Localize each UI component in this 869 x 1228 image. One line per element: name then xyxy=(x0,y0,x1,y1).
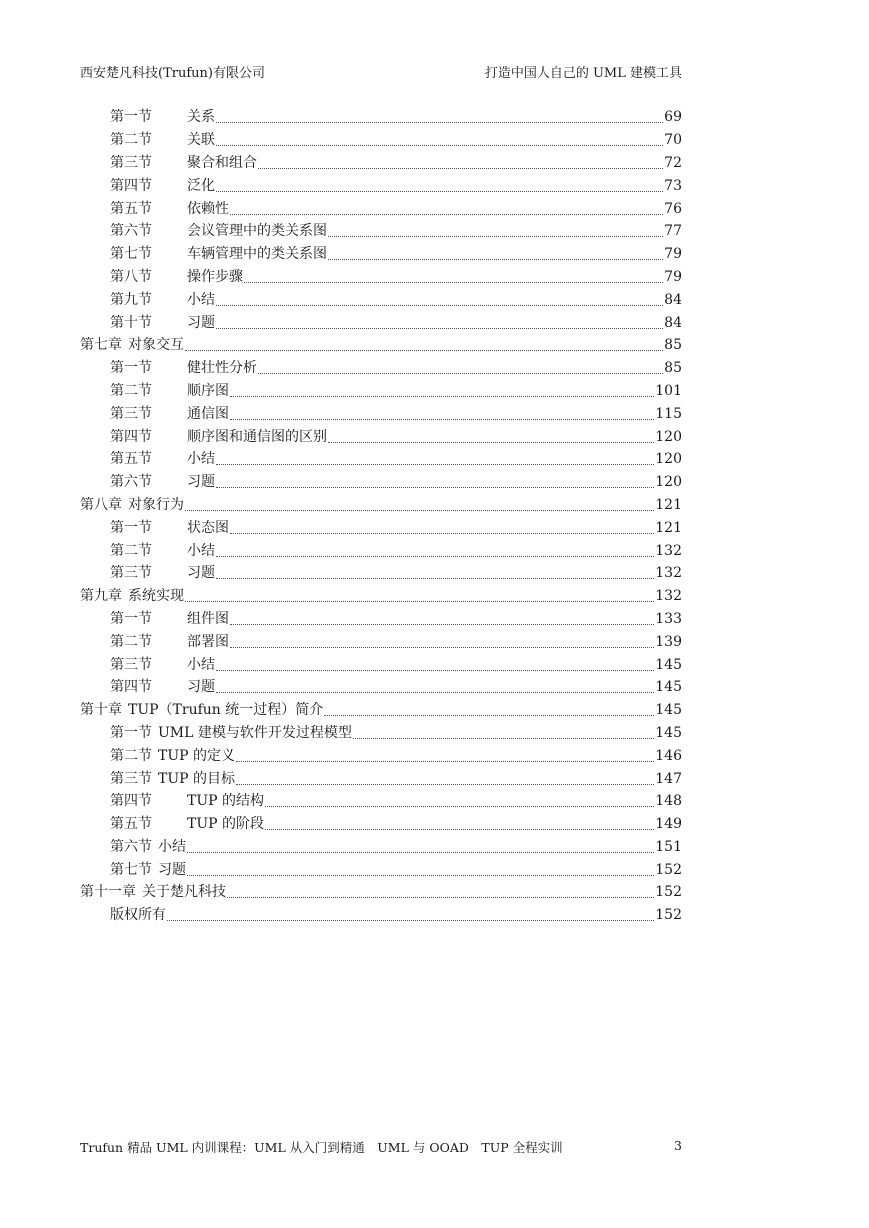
toc-chapter-entry[interactable] xyxy=(80,881,682,904)
page-number: 73 xyxy=(664,177,682,194)
entry-title: 小结 xyxy=(187,291,215,308)
entry-title: 小结 xyxy=(158,838,186,855)
dot-leader xyxy=(328,235,663,237)
section-label: 第四节 xyxy=(110,428,152,445)
toc-section-entry[interactable] xyxy=(80,653,682,676)
dot-leader xyxy=(216,463,654,465)
dot-leader xyxy=(216,486,654,488)
page-number: 85 xyxy=(664,360,682,377)
section-label: 第二节 xyxy=(110,542,152,559)
toc-section-entry[interactable] xyxy=(80,608,682,631)
section-label: 第五节 xyxy=(110,816,152,833)
entry-title: 依赖性 xyxy=(187,200,229,217)
entry-title: 会议管理中的类关系图 xyxy=(187,223,327,240)
header-company: 西安楚凡科技(Trufun)有限公司 xyxy=(80,66,265,81)
page-number: 120 xyxy=(655,474,682,491)
page-number: 152 xyxy=(655,861,682,878)
section-label: 第七节 xyxy=(110,246,152,263)
entry-title: UML 建模与软件开发过程模型 xyxy=(158,724,352,741)
toc-section-entry[interactable] xyxy=(80,357,682,380)
toc-section-entry[interactable] xyxy=(80,448,682,471)
toc-section-entry[interactable] xyxy=(80,471,682,494)
footer-page-number: 3 xyxy=(674,1138,682,1153)
page-number: 151 xyxy=(655,838,682,855)
toc-section-entry[interactable] xyxy=(80,790,682,813)
toc-section-entry[interactable] xyxy=(80,220,682,243)
entry-title: 状态图 xyxy=(187,519,229,536)
dot-leader xyxy=(236,760,654,762)
toc-chapter-entry[interactable] xyxy=(80,334,682,357)
section-label: 第二节 xyxy=(110,382,152,399)
section-label: 第六节 xyxy=(110,474,152,491)
page-number: 72 xyxy=(664,154,682,171)
section-label: 第八节 xyxy=(110,268,152,285)
dot-leader xyxy=(187,874,654,876)
toc-section-entry[interactable] xyxy=(80,722,682,745)
dot-leader xyxy=(230,532,654,534)
page-number: 145 xyxy=(655,702,682,719)
page-number: 145 xyxy=(655,724,682,741)
page-number: 145 xyxy=(655,656,682,673)
toc-chapter-entry[interactable] xyxy=(80,585,682,608)
entry-title: 习题 xyxy=(187,314,215,331)
page-number: 146 xyxy=(655,747,682,764)
section-label: 第五节 xyxy=(110,200,152,217)
toc-section-entry[interactable] xyxy=(80,129,682,152)
entry-title: TUP 的定义 xyxy=(158,747,236,764)
dot-leader xyxy=(216,190,663,192)
entry-title: 小结 xyxy=(187,656,215,673)
entry-title: 小结 xyxy=(187,451,215,468)
toc-section-entry[interactable] xyxy=(80,767,682,790)
page-footer xyxy=(80,1138,682,1156)
dot-leader xyxy=(353,737,654,739)
section-label: 第三节 xyxy=(110,154,152,171)
page-number: 133 xyxy=(655,610,682,627)
toc-section-entry[interactable] xyxy=(80,311,682,334)
page-number: 132 xyxy=(655,588,682,605)
dot-leader xyxy=(230,623,654,625)
entry-title: 顺序图和通信图的区别 xyxy=(187,428,327,445)
toc-section-entry[interactable] xyxy=(80,836,682,859)
page-number: 152 xyxy=(655,884,682,901)
page-number: 84 xyxy=(664,291,682,308)
dot-leader xyxy=(216,304,663,306)
page-number: 149 xyxy=(655,816,682,833)
dot-leader xyxy=(216,121,663,123)
page-number: 120 xyxy=(655,451,682,468)
page-number: 132 xyxy=(655,542,682,559)
dot-leader xyxy=(216,327,663,329)
dot-leader xyxy=(324,714,654,716)
page-number: 132 xyxy=(655,565,682,582)
page-header xyxy=(80,62,682,80)
page-number: 152 xyxy=(655,907,682,924)
entry-title: TUP（Trufun 统一过程）简介 xyxy=(128,702,324,719)
toc-section-entry[interactable] xyxy=(80,904,682,927)
toc-section-entry[interactable] xyxy=(80,539,682,562)
section-label: 第三节 xyxy=(110,405,152,422)
chapter-label: 第八章 xyxy=(80,496,122,513)
toc-section-entry[interactable] xyxy=(80,425,682,448)
entry-title: 对象交互 xyxy=(128,337,184,354)
chapter-label: 第七章 xyxy=(80,337,122,354)
toc-section-entry[interactable] xyxy=(80,676,682,699)
toc-section-entry[interactable] xyxy=(80,243,682,266)
dot-leader xyxy=(185,509,654,511)
entry-title: 泛化 xyxy=(187,177,215,194)
entry-title: TUP 的目标 xyxy=(158,770,236,787)
toc-section-entry[interactable] xyxy=(80,402,682,425)
dot-leader xyxy=(328,258,663,260)
section-label: 第七节 xyxy=(110,861,152,878)
toc-section-entry[interactable] xyxy=(80,630,682,653)
dot-leader xyxy=(265,805,654,807)
toc-section-entry[interactable] xyxy=(80,813,682,836)
section-label: 第三节 xyxy=(110,770,152,787)
entry-title: 顺序图 xyxy=(187,382,229,399)
table-of-contents xyxy=(80,106,682,927)
section-label: 第一节 xyxy=(110,360,152,377)
dot-leader xyxy=(227,896,654,898)
entry-title: 聚合和组合 xyxy=(187,154,257,171)
page-number: 84 xyxy=(664,314,682,331)
page-number: 70 xyxy=(664,132,682,149)
dot-leader xyxy=(258,372,663,374)
entry-title: 系统实现 xyxy=(128,588,184,605)
entry-title: 习题 xyxy=(187,679,215,696)
entry-title: 操作步骤 xyxy=(187,268,243,285)
page-number: 85 xyxy=(664,337,682,354)
dot-leader xyxy=(230,646,654,648)
dot-leader xyxy=(216,669,654,671)
dot-leader xyxy=(216,144,663,146)
dot-leader xyxy=(216,691,654,693)
entry-title: 健壮性分析 xyxy=(187,360,257,377)
toc-section-entry[interactable] xyxy=(80,106,682,129)
entry-title: TUP 的结构 xyxy=(187,793,265,810)
dot-leader xyxy=(185,600,654,602)
section-label: 第一节 xyxy=(110,519,152,536)
entry-title: 版权所有 xyxy=(110,907,166,924)
toc-section-entry[interactable] xyxy=(80,174,682,197)
page-number: 121 xyxy=(655,496,682,513)
page-number: 76 xyxy=(664,200,682,217)
section-label: 第二节 xyxy=(110,132,152,149)
header-slogan: 打造中国人自己的 UML 建模工具 xyxy=(484,66,682,81)
page-number: 79 xyxy=(664,268,682,285)
dot-leader xyxy=(328,441,654,443)
entry-title: TUP 的阶段 xyxy=(187,816,265,833)
dot-leader xyxy=(216,577,654,579)
dot-leader xyxy=(265,828,654,830)
section-label: 第三节 xyxy=(110,656,152,673)
section-label: 第一节 xyxy=(110,724,152,741)
dot-leader xyxy=(167,919,654,921)
entry-title: 习题 xyxy=(187,565,215,582)
toc-chapter-entry[interactable] xyxy=(80,494,682,517)
page-number: 115 xyxy=(655,405,682,422)
entry-title: 通信图 xyxy=(187,405,229,422)
dot-leader xyxy=(187,851,654,853)
page-number: 69 xyxy=(664,109,682,126)
dot-leader xyxy=(236,783,654,785)
page-number: 121 xyxy=(655,519,682,536)
dot-leader xyxy=(216,555,654,557)
entry-title: 习题 xyxy=(158,861,186,878)
page-number: 148 xyxy=(655,793,682,810)
toc-section-entry[interactable] xyxy=(80,562,682,585)
entry-title: 车辆管理中的类关系图 xyxy=(187,246,327,263)
entry-title: 关系 xyxy=(187,109,215,126)
section-label: 第六节 xyxy=(110,223,152,240)
section-label: 第一节 xyxy=(110,610,152,627)
toc-section-entry[interactable] xyxy=(80,744,682,767)
entry-title: 习题 xyxy=(187,474,215,491)
footer-course: Trufun 精品 UML 内训课程：UML 从入门到精通 UML 与 OOAD TUP 全程实训 xyxy=(80,1140,563,1155)
page-number: 147 xyxy=(655,770,682,787)
section-label: 第二节 xyxy=(110,747,152,764)
toc-chapter-entry[interactable] xyxy=(80,699,682,722)
entry-title: 组件图 xyxy=(187,610,229,627)
page-number: 101 xyxy=(655,382,682,399)
chapter-label: 第九章 xyxy=(80,588,122,605)
dot-leader xyxy=(230,213,663,215)
dot-leader xyxy=(244,281,663,283)
chapter-label: 第十一章 xyxy=(80,884,136,901)
toc-section-entry[interactable] xyxy=(80,266,682,289)
page-number: 145 xyxy=(655,679,682,696)
chapter-label: 第十章 xyxy=(80,702,122,719)
dot-leader xyxy=(230,395,654,397)
page-number: 79 xyxy=(664,246,682,263)
entry-title: 关于楚凡科技 xyxy=(142,884,226,901)
section-label: 第二节 xyxy=(110,633,152,650)
entry-title: 部署图 xyxy=(187,633,229,650)
dot-leader xyxy=(258,167,663,169)
entry-title: 关联 xyxy=(187,132,215,149)
section-label: 第十节 xyxy=(110,314,152,331)
page-number: 139 xyxy=(655,633,682,650)
dot-leader xyxy=(230,418,654,420)
entry-title: 小结 xyxy=(187,542,215,559)
section-label: 第六节 xyxy=(110,838,152,855)
toc-section-entry[interactable] xyxy=(80,380,682,403)
section-label: 第一节 xyxy=(110,109,152,126)
toc-section-entry[interactable] xyxy=(80,516,682,539)
dot-leader xyxy=(185,349,663,351)
toc-section-entry[interactable] xyxy=(80,288,682,311)
section-label: 第四节 xyxy=(110,177,152,194)
page-number: 77 xyxy=(664,223,682,240)
section-label: 第四节 xyxy=(110,793,152,810)
page-number: 120 xyxy=(655,428,682,445)
toc-section-entry[interactable] xyxy=(80,197,682,220)
section-label: 第四节 xyxy=(110,679,152,696)
section-label: 第三节 xyxy=(110,565,152,582)
entry-title: 对象行为 xyxy=(128,496,184,513)
section-label: 第九节 xyxy=(110,291,152,308)
toc-section-entry[interactable] xyxy=(80,152,682,175)
toc-section-entry[interactable] xyxy=(80,858,682,881)
section-label: 第五节 xyxy=(110,451,152,468)
